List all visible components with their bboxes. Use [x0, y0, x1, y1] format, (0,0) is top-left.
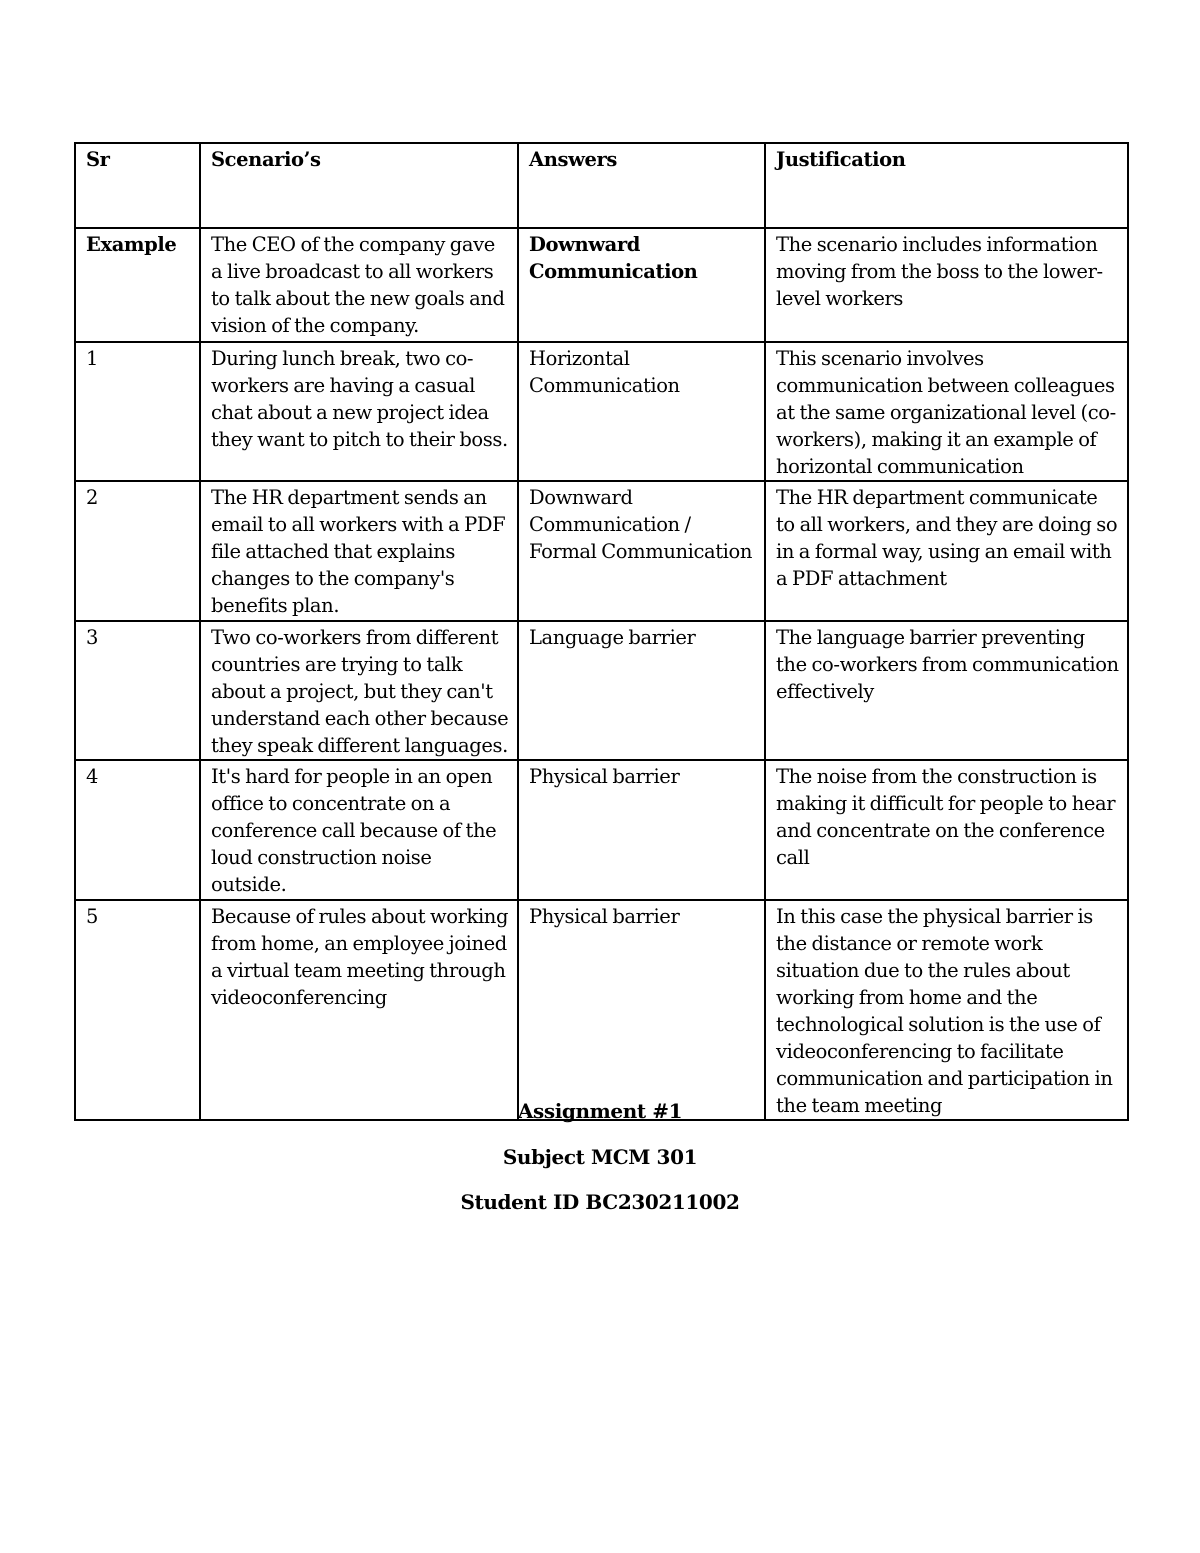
row-scenario: Because of rules about working from home, an employee joined a virtual team meeting through videoconferencing: [200, 900, 518, 1120]
row-sr: Example: [75, 228, 200, 342]
header-answers: Answers: [518, 143, 765, 228]
row-scenario: It's hard for people in an open office to concentrate on a conference call because of the loud construction noise outside.: [200, 760, 518, 900]
row-justification: The noise from the construction is making it difficult for people to hear and concentrate on the conference call: [765, 760, 1128, 900]
row-scenario: The HR department sends an email to all workers with a PDF file attached that explains changes to the company's benefits plan.: [200, 481, 518, 621]
header-scenario: Scenario’s: [200, 143, 518, 228]
table-row: [75, 621, 1128, 760]
table-row: [75, 760, 1128, 900]
row-sr: 3: [75, 621, 200, 760]
row-justification: The scenario includes information moving from the boss to the lower-level workers: [765, 228, 1128, 342]
row-answer: Language barrier: [518, 621, 765, 760]
table-header-row: [75, 143, 1128, 228]
row-answer: Physical barrier: [518, 900, 765, 1120]
subject-line: Subject MCM 301: [502, 1145, 698, 1169]
row-answer: Downward Communication: [518, 228, 765, 342]
row-scenario: The CEO of the company gave a live broadcast to all workers to talk about the new goals and vision of the company.: [200, 228, 518, 342]
row-justification: The HR department communicate to all workers, and they are doing so in a formal way, using an email with a PDF attachment: [765, 481, 1128, 621]
table-row: [75, 228, 1128, 342]
row-sr: 1: [75, 342, 200, 481]
row-scenario: During lunch break, two co-workers are having a casual chat about a new project idea they want to pitch to their boss.: [200, 342, 518, 481]
header-justification: Justification: [765, 143, 1128, 228]
row-sr: 4: [75, 760, 200, 900]
assignment-title: Assignment #1: [517, 1099, 683, 1123]
row-answer: Horizontal Communication: [518, 342, 765, 481]
row-justification: In this case the physical barrier is the distance or remote work situation due to the rules about working from home and the technological solution is the use of videoconferencing to facilitate communication and participation in the team meeting: [765, 900, 1128, 1120]
table-row: [75, 900, 1128, 1120]
row-sr: 5: [75, 900, 200, 1120]
row-justification: The language barrier preventing the co-workers from communication effectively: [765, 621, 1128, 760]
row-justification: This scenario involves communication between colleagues at the same organizational level (co-workers), making it an example of horizontal communication: [765, 342, 1128, 481]
scenario-table: [74, 142, 1129, 1121]
row-scenario: Two co-workers from different countries are trying to talk about a project, but they can't understand each other because they speak different languages.: [200, 621, 518, 760]
table-row: [75, 481, 1128, 621]
header-sr: Sr: [75, 143, 200, 228]
table-row: [75, 342, 1128, 481]
row-answer: Physical barrier: [518, 760, 765, 900]
row-sr: 2: [75, 481, 200, 621]
row-answer: Downward Communication / Formal Communication: [518, 481, 765, 621]
student-id-line: Student ID BC230211002: [460, 1190, 740, 1214]
